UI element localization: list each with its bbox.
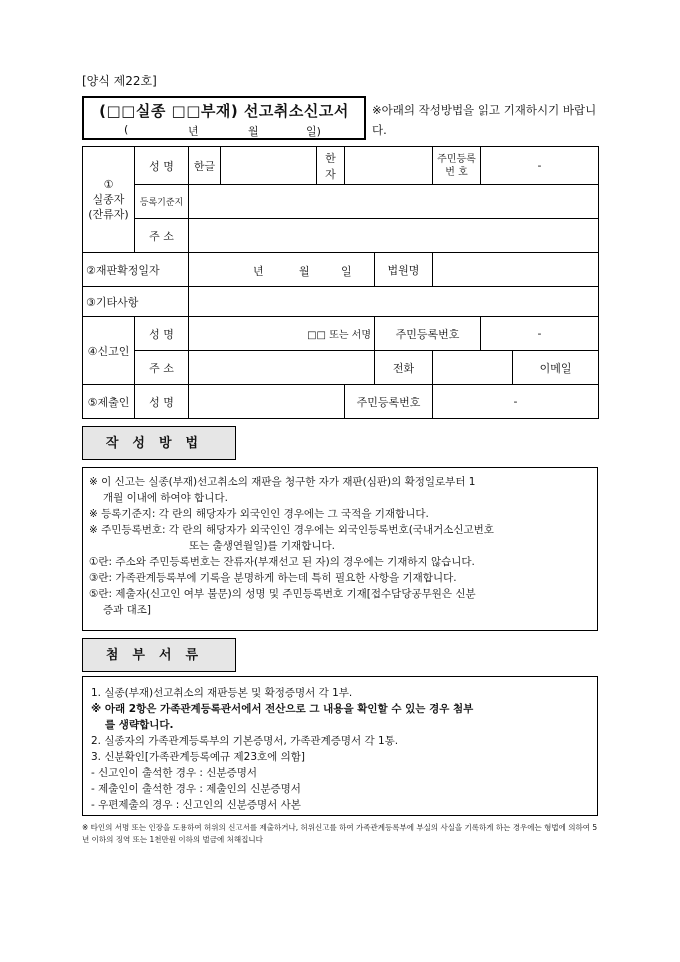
date-month: 월 <box>248 125 259 138</box>
phone-label: 전화 <box>375 351 433 385</box>
reporter-name-field[interactable] <box>189 317 375 351</box>
hangul-label: 한글 <box>189 147 221 185</box>
instruction-line: 개월 이내에 하여야 합니다. <box>103 492 228 504</box>
decision-date-field[interactable] <box>189 253 375 287</box>
form-number-label: [양식 제22호] <box>82 74 157 88</box>
submitter-rrn-dash: - <box>513 395 518 408</box>
date-open: ( <box>124 123 129 136</box>
instruction-line: ※ 등록기준지: 각 란의 해당자가 외국인인 경우에는 그 국적을 기재합니다. <box>89 508 429 520</box>
hanja-label: 한자 <box>317 147 345 185</box>
reporter-name-label: 성 명 <box>135 317 189 351</box>
attachment-line: 3. 신분확인[가족관계등록예규 제23호에 의함] <box>91 751 306 763</box>
reporter-rrn-field[interactable] <box>481 317 599 351</box>
seal-or-signature: □□ 또는 서명 <box>307 330 371 341</box>
attachment-line: ※ 아래 2항은 가족관계등록관서에서 전산으로 그 내용을 확인할 수 있는 경우 첨부 <box>91 703 474 715</box>
decision-day: 일 <box>341 265 352 278</box>
decision-year: 년 <box>253 265 264 278</box>
attachment-line: - 우편제출의 경우 : 신고인의 신분증명서 사본 <box>91 799 301 811</box>
instruction-line: ⑤란: 제출자(신고인 여부 불문)의 성명 및 주민등록번호 기재[접수담당공무원은 신분 <box>89 588 476 600</box>
court-label: 법원명 <box>375 253 433 287</box>
attachment-line: - 제출인이 출석한 경우 : 제출인의 신분증명서 <box>91 783 301 795</box>
address-field[interactable] <box>189 219 599 253</box>
rrn-label: 주민등록 번 호 <box>433 147 481 185</box>
rrn-field[interactable] <box>481 147 599 185</box>
submitter-rrn-label: 주민등록번호 <box>345 385 433 419</box>
title-box <box>82 96 366 140</box>
instruction-line: 또는 출생연월일)를 기재합니다. <box>189 540 335 552</box>
section3-label: ③기타사항 <box>83 287 189 317</box>
form-title: (□□실종 □□부재) 선고취소신고서 <box>99 102 349 120</box>
address-label: 주 소 <box>135 219 189 253</box>
attachment-line: 1. 실종(부재)선고취소의 재판등본 및 확정증명서 각 1부. <box>91 687 353 699</box>
hanja-name-field[interactable] <box>345 147 433 185</box>
submitter-rrn-field[interactable] <box>433 385 599 419</box>
attachment-line: - 신고인이 출석한 경우 : 신분증명서 <box>91 767 258 779</box>
reporter-address-field[interactable] <box>189 351 375 385</box>
instruction-line: ③란: 가족관계등록부에 기록을 분명하게 하는데 특히 필요한 사항을 기재합니다. <box>89 572 457 584</box>
instruction-line: ①란: 주소와 주민등록번호는 잔류자(부재선고 된 자)의 경우에는 기재하지 않습니다. <box>89 556 475 568</box>
submitter-name-field[interactable] <box>189 385 345 419</box>
registration-base-label: 등록기준지 <box>135 185 189 219</box>
section5-label: ⑤제출인 <box>83 385 135 419</box>
attachments-header: 첨부서류 <box>82 638 236 672</box>
reporter-rrn-label: 주민등록번호 <box>375 317 481 351</box>
other-matters-field[interactable] <box>189 287 599 317</box>
instructions-box <box>82 467 598 631</box>
court-field[interactable] <box>433 253 599 287</box>
legal-warning-footer: ※ 타인의 서명 또는 인장을 도용하여 허위의 신고서를 제출하거나, 허위신고를 하여 가족관계등록부에 부실의 사실을 기록하게 하는 경우에는 형법에 의하여 5년 이하의 징역 또는 1천만원 이하의 벌금에 처해집니다 <box>82 823 598 844</box>
section4-label: ④신고인 <box>83 317 135 385</box>
report-form-table <box>82 146 599 419</box>
submitter-name-label: 성 명 <box>135 385 189 419</box>
attachments-box <box>82 676 598 816</box>
attachment-line: 2. 실종자의 가족관계등록부의 기본증명서, 가족관계증명서 각 1통. <box>91 735 399 747</box>
decision-month: 월 <box>299 265 310 278</box>
rrn-dash: - <box>537 159 542 172</box>
email-label: 이메일 <box>513 351 599 385</box>
name-label: 성 명 <box>135 147 189 185</box>
attachment-line: 를 생략합니다. <box>105 719 174 731</box>
instructions-header: 작성방법 <box>82 426 236 460</box>
registration-base-field[interactable] <box>189 185 599 219</box>
instruction-line: ※ 주민등록번호: 각 란의 해당자가 외국인인 경우에는 외국인등록번호(국내거소신고번호 <box>89 524 494 536</box>
reporter-address-label: 주 소 <box>135 351 189 385</box>
hangul-name-field[interactable] <box>221 147 317 185</box>
top-note: ※아래의 작성방법을 읽고 기재하시기 바랍니다. <box>372 103 597 137</box>
instruction-line: 증과 대조] <box>103 604 152 616</box>
section2-label: ②재판확정일자 <box>83 253 189 287</box>
phone-field[interactable] <box>433 351 513 385</box>
date-day: 일) <box>306 125 321 138</box>
date-year: 년 <box>188 125 199 138</box>
section1-label: ① 실종자 (잔류자) <box>83 147 135 253</box>
instruction-line: ※ 이 신고는 실종(부재)선고취소의 재판을 청구한 자가 재판(심판)의 확정일로부터 1 <box>89 476 476 488</box>
reporter-rrn-dash: - <box>537 327 542 340</box>
